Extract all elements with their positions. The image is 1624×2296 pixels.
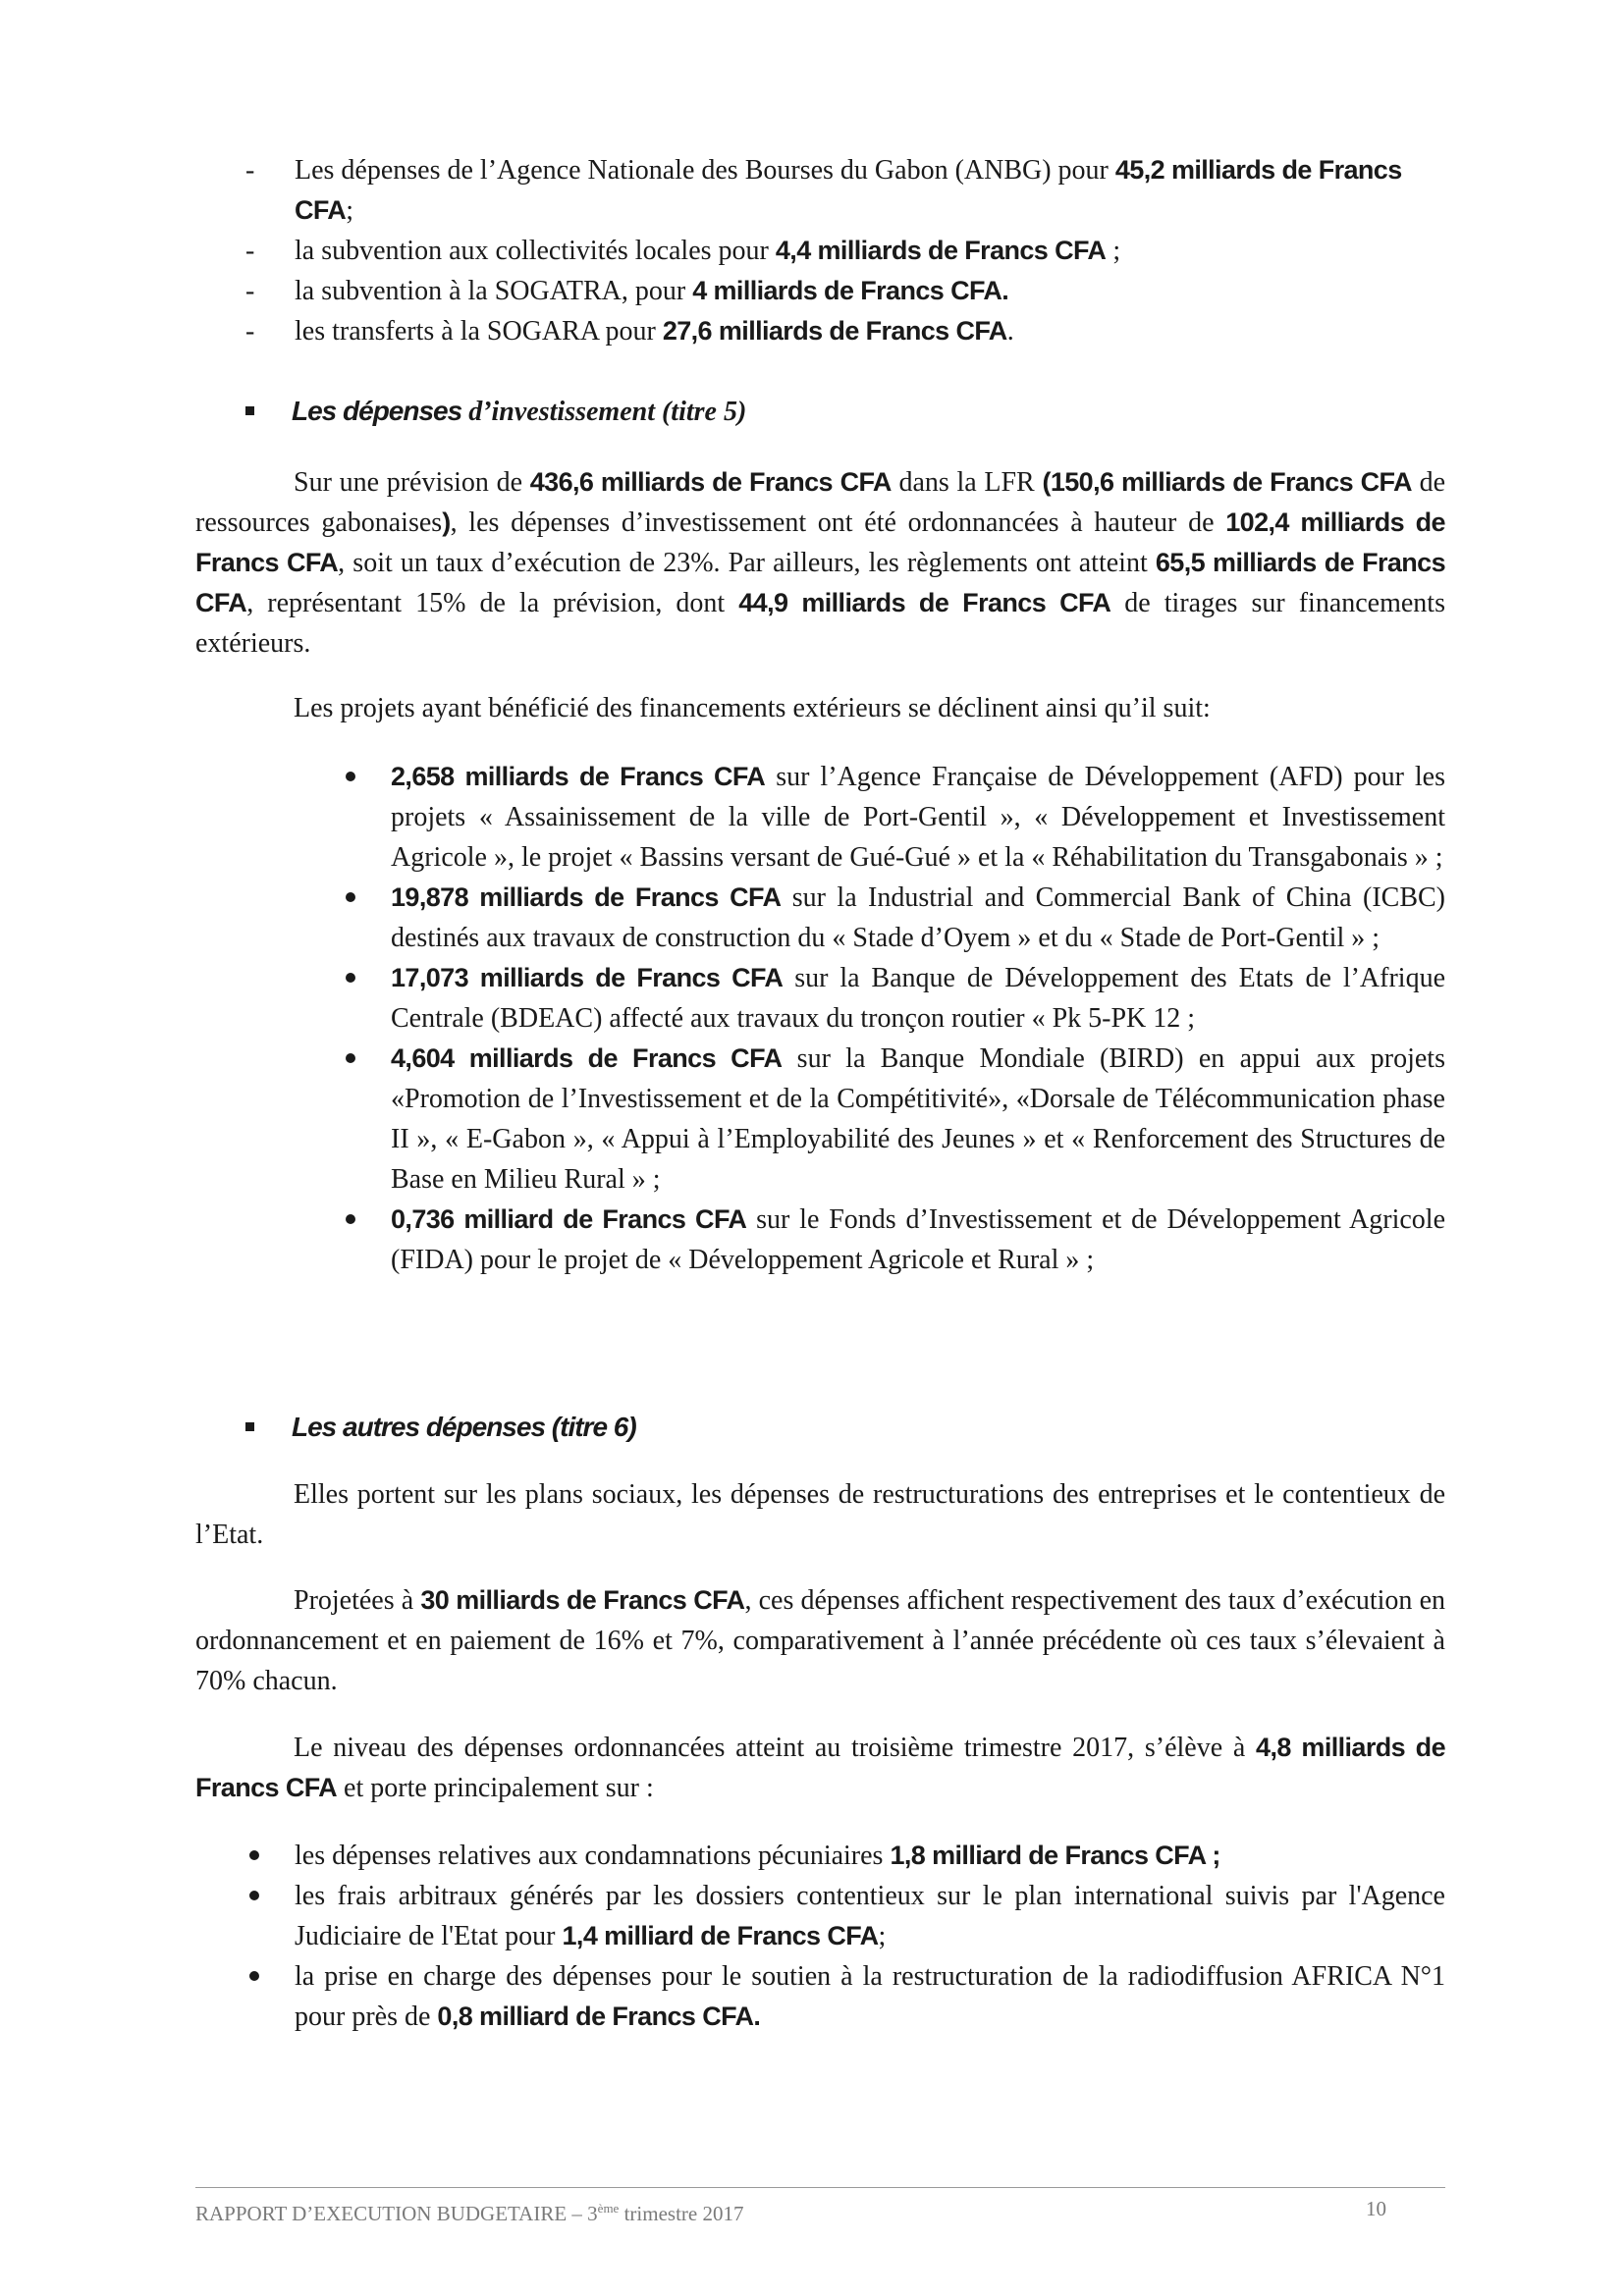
section-heading-investment: Les dépenses d’investissement (titre 5) [245,391,1424,432]
investment-paragraph: Sur une prévision de 436,6 milliards de Francs CFA dans la LFR (150,6 milliards de Francs CFA de ressources gabonaises), les dépenses d’investissement ont été ordonnancées à hauteur de 102,4 milliards de Francs CFA, soit un taux d’exécution de 23%. Par ailleurs, les règlements ont atteint 65,5 milliards de Francs CFA, représentant 15% de la prévision, dont 44,9 milliards de Francs CFA de tirages sur financements extérieurs. [195,467,1446,659]
other-paragraph-3: Le niveau des dépenses ordonnancées atteint au troisième trimestre 2017, s’élève à 4,8 milliards de Francs CFA et porte principalement sur : [195,1733,1445,1803]
list-item: - Les dépenses de l’Agence Nationale des Bourses du Gabon (ANBG) pour 45,2 milliards de Francs CFA; [245,155,1402,226]
list-item: les frais arbitraux générés par les dossiers contentieux sur le plan international suivis par l'Agence Judiciaire de l'Etat pour 1,4 milliard de Francs CFA; [295,1876,1445,1956]
list-item: - la subvention à la SOGATRA, pour 4 milliards de Francs CFA. [245,276,1009,306]
other-paragraph-2: Projetées à 30 milliards de Francs CFA, ces dépenses affichent respectivement des taux d’exécution en ordonnancement et en paiement de 16% et 7%, comparativement à l’année précédente où ces taux s’élevaient à 70% chacun. [195,1585,1445,1696]
projects-intro: Les projets ayant bénéficié des financements extérieurs se déclinent ainsi qu’il suit: [294,693,1211,723]
list-item: 2,658 milliards de Francs CFA sur l’Agence Française de Développement (AFD) pour les projets « Assainissement de la ville de Port-Gentil », « Développement et Investissement Agricole », le projet « Bassins versant de Gué-Gué » et la « Réhabilitation du Transgabonais » ; [391,757,1445,878]
square-bullet-icon [245,406,254,415]
square-bullet-icon [245,1422,254,1431]
list-item: 0,736 milliard de Francs CFA sur le Fonds d’Investissement et de Développement Agricole (FIDA) pour le projet de « Développement Agricole et Rural » ; [391,1200,1445,1280]
footer-divider [195,2187,1445,2188]
list-item: la prise en charge des dépenses pour le soutien à la restructuration de la radiodiffusion AFRICA N°1 pour près de 0,8 milliard de Francs CFA. [295,1956,1445,2037]
list-item: les dépenses relatives aux condamnations pécuniaires 1,8 milliard de Francs CFA ; [295,1836,1445,1876]
page-number: 10 [1366,2197,1386,2220]
list-item: - la subvention aux collectivités locales pour 4,4 milliards de Francs CFA ; [245,236,1121,266]
transfers-list [245,150,1445,351]
list-item: 17,073 milliards de Francs CFA sur la Banque de Développement des Etats de l’Afrique Centrale (BDEAC) affecté aux travaux du tronçon routier « Pk 5-PK 12 ; [391,958,1445,1039]
list-item: 19,878 milliards de Francs CFA sur la Industrial and Commercial Bank of China (ICBC) destinés aux travaux de construction du « Stade d’Oyem » et du « Stade de Port-Gentil » ; [391,878,1445,958]
page-footer [195,2195,1445,2227]
section-heading-other: Les autres dépenses (titre 6) [245,1407,1424,1448]
projects-list [391,757,1445,1280]
list-item: 4,604 milliards de Francs CFA sur la Banque Mondiale (BIRD) en appui aux projets «Promotion de l’Investissement et de la Compétitivité», «Dorsale de Télécommunication phase II », « E-Gabon », « Appui à l’Employabilité des Jeunes » et « Renforcement des Structures de Base en Milieu Rural » ; [391,1039,1445,1200]
other-expenses-list [295,1836,1445,2037]
footer-title: RAPPORT D’EXECUTION BUDGETAIRE – 3ème trimestre 2017 [195,2201,744,2225]
list-item: - les transferts à la SOGARA pour 27,6 milliards de Francs CFA. [245,316,1014,347]
other-paragraph-1: Elles portent sur les plans sociaux, les dépenses de restructurations des entreprises et le contentieux de l’Etat. [195,1479,1445,1550]
